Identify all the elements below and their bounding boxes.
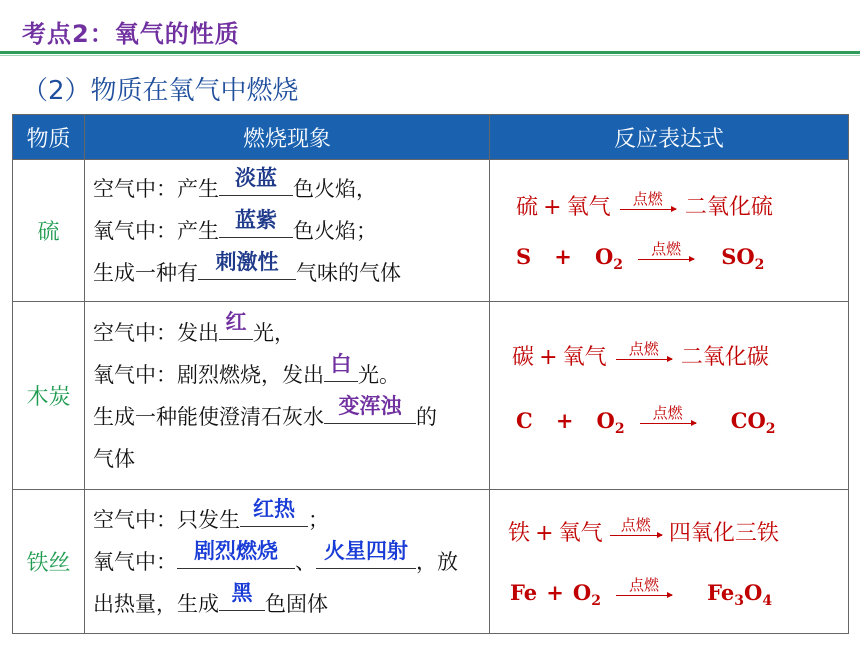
phenomenon-cell — [85, 302, 490, 490]
answer-blank — [219, 165, 293, 196]
phenomenon-line: 氧气中： 剧烈燃烧 、 火星四射 ，放 — [93, 538, 458, 574]
answer-blank — [198, 249, 296, 280]
phenomenon-line: 出热量，生成 黑 色固体 — [93, 580, 328, 616]
title-divider — [0, 51, 860, 54]
phenomenon-line: 氧气中：剧烈燃烧，发出 白 光。 — [93, 351, 400, 387]
phenomenon-cell — [85, 160, 490, 302]
answer-text: 红 — [225, 309, 247, 334]
substance-name: 木炭 — [13, 302, 85, 490]
reaction-arrow: 点燃 — [616, 351, 672, 368]
table-header-row — [13, 115, 849, 160]
table-row — [13, 160, 849, 302]
word-equation: 铁 + 氧气 点燃 四氧化三铁 — [508, 516, 779, 546]
answer-blank — [177, 538, 295, 569]
section-subtitle: （2）物质在氧气中燃烧 — [22, 76, 299, 106]
answer-text: 淡蓝 — [235, 165, 277, 190]
reaction-arrow: 点燃 — [620, 201, 676, 218]
answer-blank — [324, 393, 416, 424]
answer-text: 红热 — [253, 496, 295, 521]
slide-title: 考点2：氧气的性质 — [22, 20, 240, 48]
answer-text: 火星四射 — [324, 538, 408, 563]
word-equation: 硫 + 氧气 点燃 二氧化硫 — [516, 190, 773, 220]
reaction-arrow: 点燃 — [640, 415, 696, 432]
title-divider-thin — [0, 55, 860, 56]
phenomenon-line: 生成一种能使澄清石灰水 变浑浊 的 — [93, 393, 437, 429]
formula-equation: $S + O_2$ 点燃 $SO_2$ — [516, 240, 765, 274]
answer-blank — [219, 309, 253, 340]
answer-text: 变浑浊 — [338, 393, 402, 418]
table-row — [13, 302, 849, 490]
answer-blank — [316, 538, 416, 569]
substance-name: 铁丝 — [13, 490, 85, 634]
phenomenon-cell — [85, 490, 490, 634]
phenomenon-line: 空气中：产生 淡蓝 色火焰， — [93, 165, 377, 201]
phenomenon-line: 生成一种有 刺激性 气味的气体 — [93, 249, 401, 285]
table-row — [13, 490, 849, 634]
phenomenon-line: 空气中：发出 红 光， — [93, 309, 295, 345]
substance-name: 硫 — [13, 160, 85, 302]
answer-text: 黑 — [231, 580, 253, 605]
answer-blank — [219, 580, 265, 611]
answer-text: 刺激性 — [215, 249, 279, 274]
answer-text: 剧烈燃烧 — [194, 538, 278, 563]
header-substance: 物质 — [13, 115, 85, 160]
phenomenon-line: 气体 — [93, 446, 135, 471]
answer-text: 白 — [330, 351, 352, 376]
combustion-table — [12, 114, 849, 634]
equation-cell — [490, 302, 849, 490]
word-equation: 碳 + 氧气 点燃 二氧化碳 — [512, 340, 769, 370]
answer-blank — [240, 496, 308, 527]
formula-equation: $C + O_2$ 点燃 $CO_2$ — [516, 404, 776, 438]
formula-equation: $Fe + O_2$ 点燃 $Fe_3O_4$ — [510, 576, 773, 610]
reaction-arrow: 点燃 — [638, 251, 694, 268]
phenomenon-line: 空气中：只发生 红热 ； — [93, 496, 329, 532]
header-phenomenon: 燃烧现象 — [85, 115, 490, 160]
equation-cell — [490, 490, 849, 634]
answer-text: 蓝紫 — [235, 207, 277, 232]
reaction-arrow: 点燃 — [610, 527, 662, 544]
slide-header — [0, 0, 860, 56]
reaction-arrow: 点燃 — [616, 587, 672, 604]
phenomenon-line: 氧气中：产生 蓝紫 色火焰； — [93, 207, 377, 243]
equation-cell — [490, 160, 849, 302]
answer-blank — [324, 351, 358, 382]
answer-blank — [219, 207, 293, 238]
header-expression: 反应表达式 — [490, 115, 849, 160]
